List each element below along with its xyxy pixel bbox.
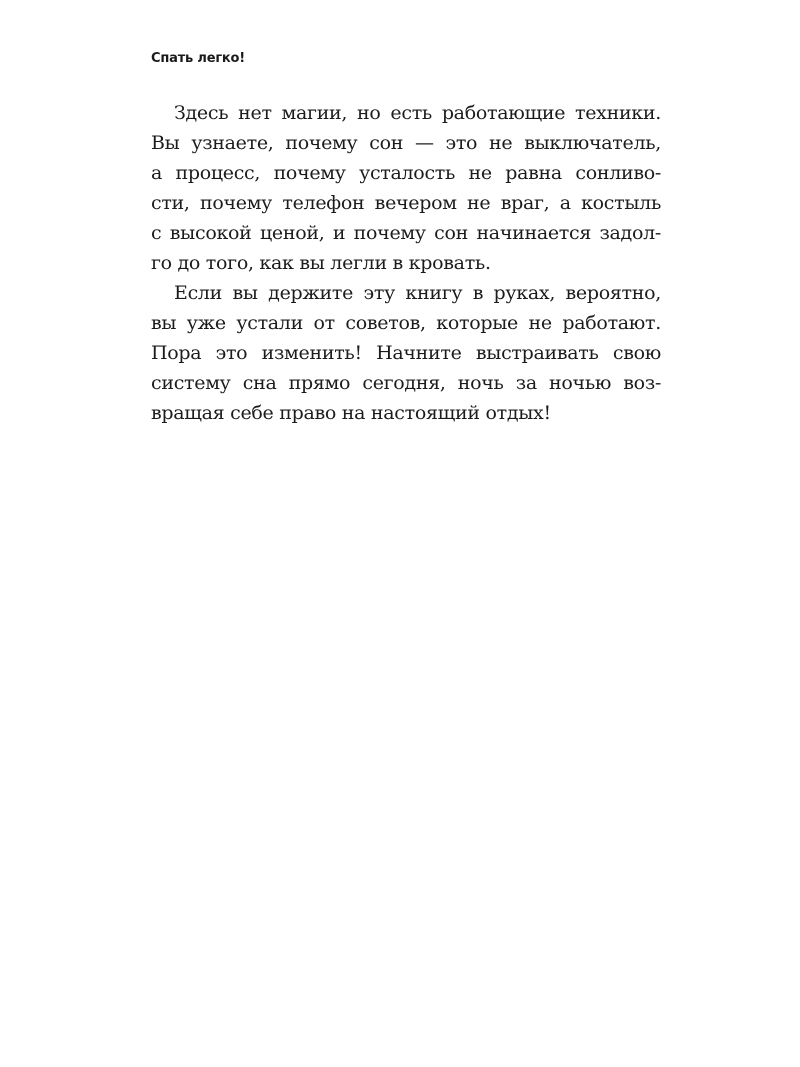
paragraph-line: вращая себе право на настоящий отдых! [151, 402, 551, 424]
paragraph-1 [151, 98, 661, 278]
paragraph-line: Пора это изменить! Начните выстраивать свою [151, 342, 661, 364]
body-text [151, 98, 661, 428]
paragraph-line: а процесс, почему усталость не равна сонливо- [151, 162, 661, 184]
paragraph-2 [151, 278, 661, 428]
paragraph-line: Если вы держите эту книгу в руках, вероятно, [174, 282, 661, 304]
paragraph-line: сти, почему телефон вечером не враг, а костыль [151, 192, 661, 214]
paragraph-line: Здесь нет магии, но есть работающие техники. [174, 102, 661, 124]
paragraph-line: Вы узнаете, почему сон — это не выключатель, [151, 132, 661, 154]
paragraph-line: вы уже устали от советов, которые не работают. [151, 312, 661, 334]
running-header-title: Спать легко! [151, 51, 245, 66]
paragraph-line: с высокой ценой, и почему сон начинается задол- [151, 222, 661, 244]
paragraph-line: го до того, как вы легли в кровать. [151, 252, 491, 274]
paragraph-line: систему сна прямо сегодня, ночь за ночью воз- [151, 372, 661, 394]
